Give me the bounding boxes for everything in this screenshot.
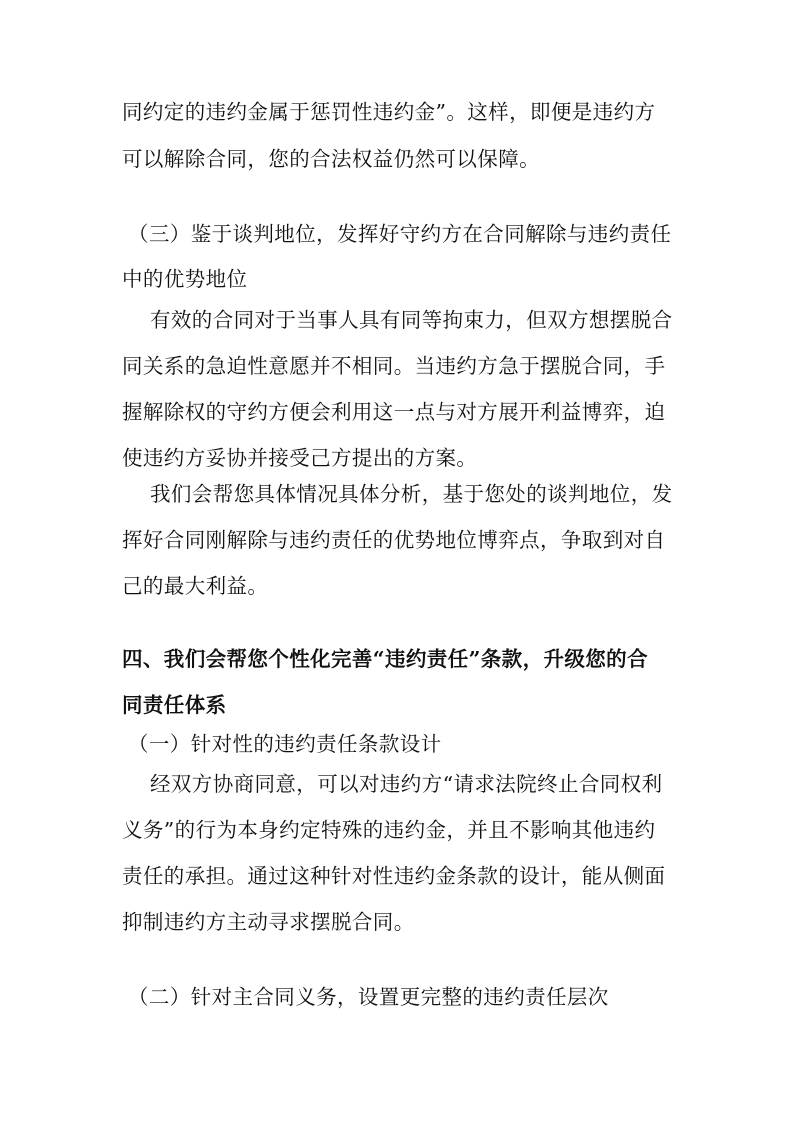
paragraph-line: 责任的承担。通过这种针对性违约金条款的设计，能从侧面 — [122, 864, 666, 888]
paragraph-line: 挥好合同刚解除与违约责任的优势地位博弈点，争取到对自 — [122, 528, 666, 552]
paragraph-line: 己的最大利益。 — [122, 574, 269, 598]
paragraph-line: 抑制违约方主动寻求摆脱合同。 — [122, 910, 415, 934]
section-heading: （三）鉴于谈判地位，发挥好守约方在合同解除与违约责任 — [128, 222, 672, 246]
paragraph-line: 同约定的违约金属于惩罚性违约金”。这样，即便是违约方 — [122, 100, 656, 124]
paragraph-line: 经双方协商同意，可以对违约方“请求法院终止合同权利 — [150, 772, 663, 796]
paragraph-line: 我们会帮您具体情况具体分析，基于您处的谈判地位，发 — [150, 482, 673, 506]
paragraph-line: 使违约方妥协并接受己方提出的方案。 — [122, 446, 478, 470]
section-heading: 中的优势地位 — [122, 267, 248, 291]
paragraph-line: 有效的合同对于当事人具有同等拘束力，但双方想摆脱合 — [150, 308, 673, 332]
section-heading: 同责任体系 — [122, 693, 227, 717]
section-heading: 四、我们会帮您个性化完善“违约责任”条款，升级您的合 — [122, 647, 648, 671]
paragraph-line: 可以解除合同，您的合法权益仍然可以保障。 — [122, 147, 540, 171]
paragraph-line: 义务”的行为本身约定特殊的违约金，并且不影响其他违约 — [122, 818, 656, 842]
subsection-heading: （二）针对主合同义务，设置更完整的违约责任层次 — [128, 985, 609, 1009]
paragraph-line: 同关系的急迫性意愿并不相同。当违约方急于摆脱合同，手 — [122, 354, 666, 378]
paragraph-line: 握解除权的守约方便会利用这一点与对方展开利益博弈，迫 — [122, 400, 666, 424]
subsection-heading: （一）针对性的违约责任条款设计 — [128, 732, 442, 756]
